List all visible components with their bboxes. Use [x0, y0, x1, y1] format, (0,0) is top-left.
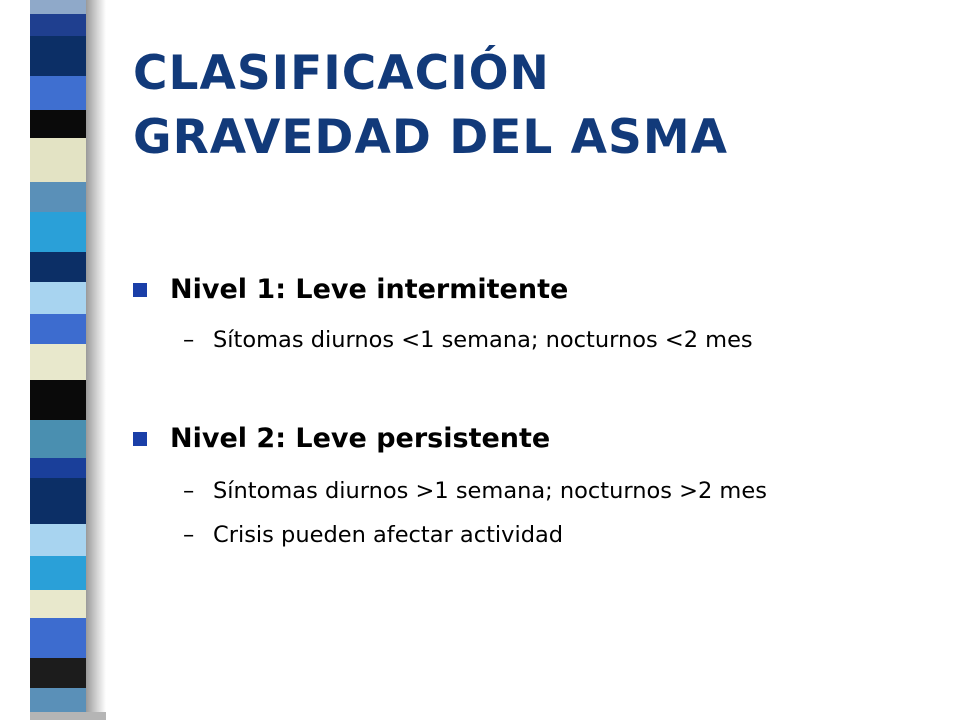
dash-marker: – [183, 327, 195, 353]
sub-item [183, 327, 753, 353]
slide-title [133, 42, 933, 170]
dash-marker: – [183, 478, 195, 504]
bullet-label: Nivel 1: Leve intermitente [170, 274, 569, 305]
dash-marker: – [183, 522, 195, 548]
sub-item [183, 478, 767, 504]
square-bullet-icon [133, 432, 147, 446]
bullet-label: Nivel 2: Leve persistente [170, 423, 551, 454]
bullet-nivel-2 [133, 423, 550, 454]
bullet-nivel-1 [133, 274, 568, 305]
sub-item-text: Crisis pueden afectar actividad [213, 522, 564, 548]
stripe-shadow-bottom [30, 712, 106, 720]
sub-item [183, 522, 563, 548]
stripe-shadow [86, 0, 106, 720]
sub-item-text: Síntomas diurnos >1 semana; nocturnos >2 mes [213, 478, 767, 504]
decorative-stripe [30, 0, 86, 720]
sub-item-text: Sítomas diurnos <1 semana; nocturnos <2 mes [213, 327, 753, 353]
title-line-1: CLASIFICACIÓN [133, 46, 550, 101]
square-bullet-icon [133, 283, 147, 297]
title-line-2: GRAVEDAD DEL ASMA [133, 110, 728, 165]
